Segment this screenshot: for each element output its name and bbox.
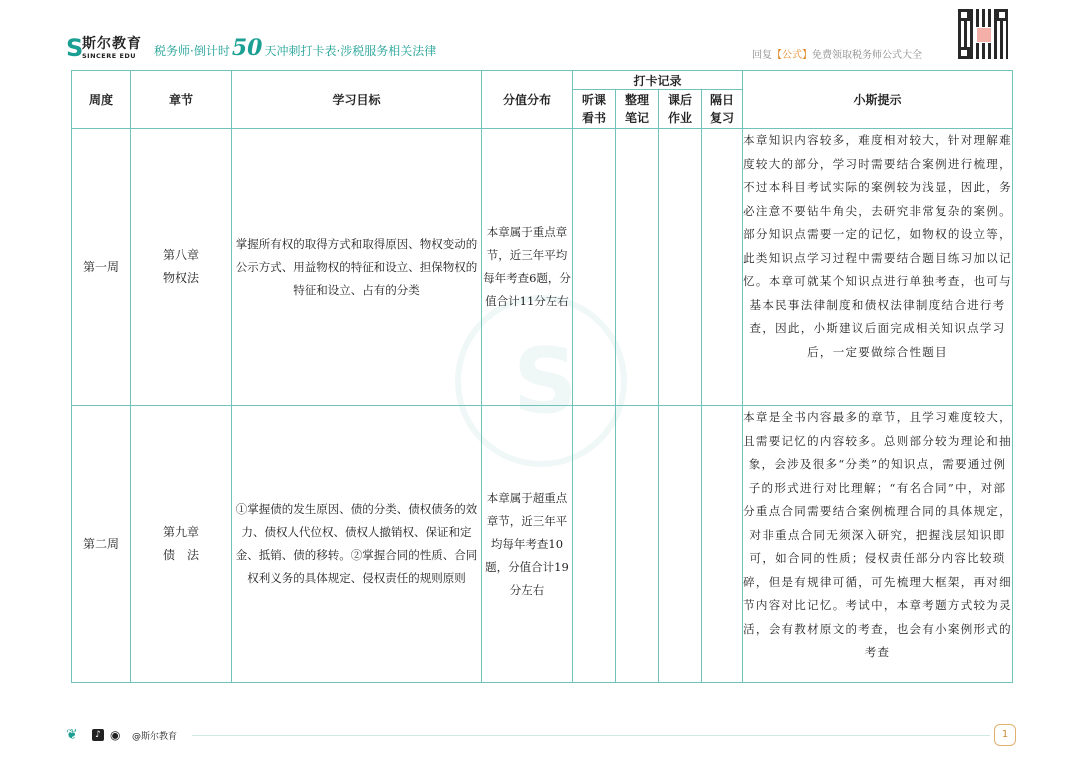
- chapter-name: 物权法: [162, 271, 199, 285]
- subheader-line: 作业: [667, 111, 692, 125]
- checkbox-listen[interactable]: [573, 406, 616, 683]
- subheader-line: 整理: [624, 93, 649, 107]
- col-listen: [573, 90, 616, 129]
- qr-code-icon[interactable]: [958, 9, 1008, 59]
- douyin-icon[interactable]: ♪: [92, 729, 104, 741]
- goal-cell: ①掌握债的发生原因、债的分类、债权债务的效力、债权人代位权、债权人撤销权、保证和定金、抵销、债的移转。②掌握合同的性质、合同权利义务的具体规定、侵权责任的规则原则: [232, 406, 482, 683]
- qr-avatar: [976, 27, 992, 43]
- subheader-line: 隔日: [710, 93, 735, 107]
- page-footer: [66, 720, 1016, 750]
- weibo-icon[interactable]: ◉: [110, 728, 121, 742]
- social-handle[interactable]: @斯尔教育: [132, 731, 178, 742]
- checkbox-homework[interactable]: [659, 129, 702, 406]
- week-cell: 第二周: [72, 406, 131, 683]
- tip-cell: 本章知识内容较多，难度相对较大，针对理解难度较大的部分，学习时需要结合案例进行梳理，不过本科目考试实际的案例较为浅显，因此，务必注意不要钻牛角尖，去研究非常复杂的案例。部分知识点需要一定的记忆，如物权的设立等，此类知识点学习过程中需要结合题目练习加以记忆。本章可就某个知识点进行单独考查，也可与基本民事法律制度和债权法律制度结合进行考查，因此，小斯建议后面完成相关知识点学习后，一定要做综合性题目: [743, 129, 1013, 406]
- chapter-name: 债 法: [162, 548, 199, 562]
- page-header: [0, 0, 1080, 68]
- promo-suffix: 免费领取税务师公式大全: [812, 50, 922, 61]
- chapter-cell: [131, 406, 232, 683]
- subheader-line: 看书: [581, 111, 606, 125]
- col-chapter: 章节: [131, 71, 232, 129]
- checkbox-notes[interactable]: [616, 406, 659, 683]
- score-cell: 本章属于超重点章节，近三年平均每年考查10题，分值合计19分左右: [482, 406, 573, 683]
- checkbox-listen[interactable]: [573, 129, 616, 406]
- col-tip: 小斯提示: [743, 71, 1013, 129]
- checkbox-notes[interactable]: [616, 129, 659, 406]
- logo-cn: 斯尔教育: [82, 35, 142, 52]
- table-row: [72, 129, 1013, 406]
- checkin-table: [71, 70, 1013, 683]
- title-suffix: 天冲刺打卡表·涉税服务相关法律: [264, 44, 437, 58]
- subheader-line: 听课: [581, 93, 606, 107]
- chapter-number: 第八章: [162, 248, 199, 262]
- week-cell: 第一周: [72, 129, 131, 406]
- goal-cell: 掌握所有权的取得方式和取得原因、物权变动的公示方式、用益物权的特征和设立、担保物权的特征和设立、占有的分类: [232, 129, 482, 406]
- col-review: [702, 90, 743, 129]
- col-notes: [616, 90, 659, 129]
- subheader-line: 复习: [710, 111, 735, 125]
- title-prefix: 税务师·倒计时: [154, 44, 230, 58]
- subheader-line: 笔记: [624, 111, 649, 125]
- leaf-logo-icon: ❦: [66, 727, 78, 743]
- logo-s-icon: S: [66, 34, 84, 62]
- promo-keyword: 【公式】: [772, 50, 812, 61]
- table-row: [72, 406, 1013, 683]
- chapter-cell: [131, 129, 232, 406]
- title-countdown-number: 50: [231, 35, 263, 61]
- col-goal: 学习目标: [232, 71, 482, 129]
- checkbox-homework[interactable]: [659, 406, 702, 683]
- promo-text: [752, 46, 922, 61]
- score-cell: 本章属于重点章节，近三年平均每年考查6题，分值合计11分左右: [482, 129, 573, 406]
- logo-en: SINCERE EDU: [82, 51, 137, 60]
- chapter-number: 第九章: [162, 525, 199, 539]
- subheader-line: 课后: [667, 93, 692, 107]
- page-title: [154, 35, 437, 61]
- checkbox-review[interactable]: [702, 129, 743, 406]
- page-number: 1: [994, 724, 1016, 746]
- col-checkin: 打卡记录: [573, 71, 743, 90]
- col-week: 周度: [72, 71, 131, 129]
- logo-text: [82, 37, 142, 60]
- checkbox-review[interactable]: [702, 406, 743, 683]
- footer-divider: [192, 735, 990, 736]
- col-homework: [659, 90, 702, 129]
- tip-cell: 本章是全书内容最多的章节，且学习难度较大，且需要记忆的内容较多。总则部分较为理论和抽象，会涉及很多“分类”的知识点，需要通过例子的形式进行对比理解；“有名合同”中，对部分重点合同需要结合案例梳理合同的具体规定，对非重点合同无须深入研究，把握浅层知识即可，如合同的性质；侵权责任部分内容比较琐碎，但是有规律可循，可先梳理大框架，再对细节内容对比记忆。考试中，本章考题方式较为灵活，会有教材原文的考查，也会有小案例形式的考查: [743, 406, 1013, 683]
- header-row: [72, 71, 1013, 90]
- qr-finder: [958, 47, 970, 59]
- social-icons: [66, 729, 177, 742]
- col-score: 分值分布: [482, 71, 573, 129]
- brand-logo: [66, 36, 142, 60]
- promo-prefix: 回复: [752, 50, 772, 61]
